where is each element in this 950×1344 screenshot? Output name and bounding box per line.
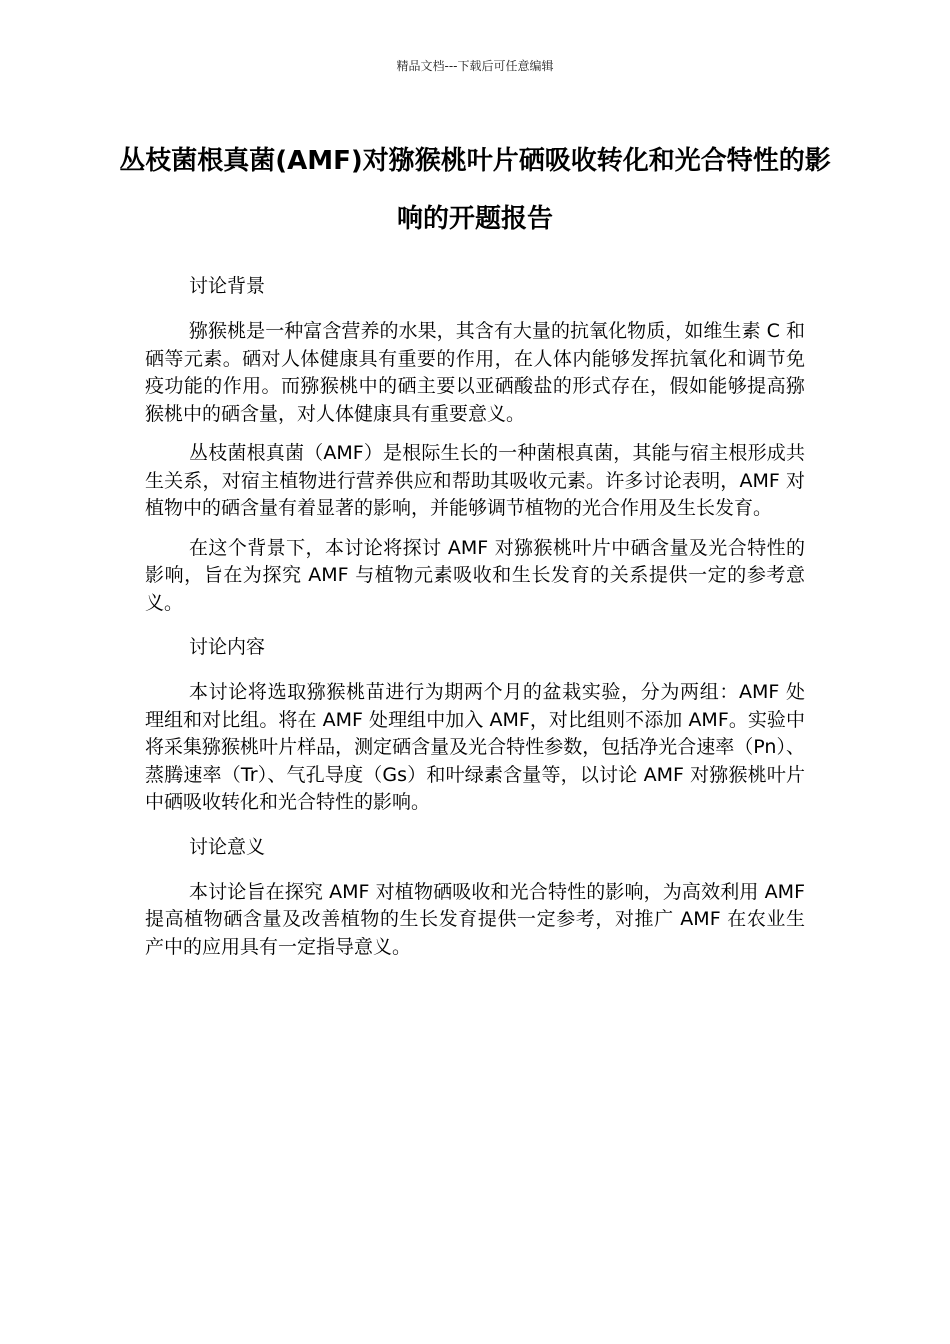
- paragraph: 本讨论旨在探究 AMF 对植物硒吸收和光合特性的影响，为高效利用 AMF 提高植物硒含量及改善植物的生长发育提供一定参考，对推广 AMF 在农业生产中的应用具有一定指导意义。: [145, 880, 805, 958]
- paragraph: 猕猴桃是一种富含营养的水果，其含有大量的抗氧化物质，如维生素 C 和硒等元素。硒对人体健康具有重要的作用，在人体内能够发挥抗氧化和调节免疫功能的作用。而猕猴桃中的硒主要以亚硒酸盐的形式存在，假如能够提高猕猴桃中的硒含量，对人体健康具有重要意义。: [145, 320, 805, 425]
- paragraph: 在这个背景下，本讨论将探讨 AMF 对猕猴桃叶片中硒含量及光合特性的影响，旨在为探究 AMF 与植物元素吸收和生长发育的关系提供一定的参考意义。: [145, 536, 805, 614]
- section-heading-background: 讨论背景: [189, 275, 266, 297]
- header-note: 精品文档---下载后可任意编辑: [396, 59, 554, 73]
- paragraph: 本讨论将选取猕猴桃苗进行为期两个月的盆栽实验，分为两组：AMF 处理组和对比组。将在 AMF 处理组中加入 AMF，对比组则不添加 AMF。实验中将采集猕猴桃叶片样品，测定硒含量及光合特性参数，包括净光合速率（Pn）、蒸腾速率（Tr）、气孔导度（Gs）和叶绿素含量等，以讨论 AMF 对猕猴桃叶片中硒吸收转化和光合特性的影响。: [145, 681, 805, 813]
- document-body: [145, 268, 805, 973]
- paragraph: 丛枝菌根真菌（AMF）是根际生长的一种菌根真菌，其能与宿主根形成共生关系，对宿主植物进行营养供应和帮助其吸收元素。许多讨论表明，AMF 对植物中的硒含量有着显著的影响，并能够调节植物的光合作用及生长发育。: [145, 442, 805, 519]
- section-heading-significance: 讨论意义: [189, 835, 266, 858]
- document-title: 丛枝菌根真菌(AMF)对猕猴桃叶片硒吸收转化和光合特性的影响的开题报告: [119, 146, 831, 234]
- section-heading-content: 讨论内容: [189, 636, 266, 658]
